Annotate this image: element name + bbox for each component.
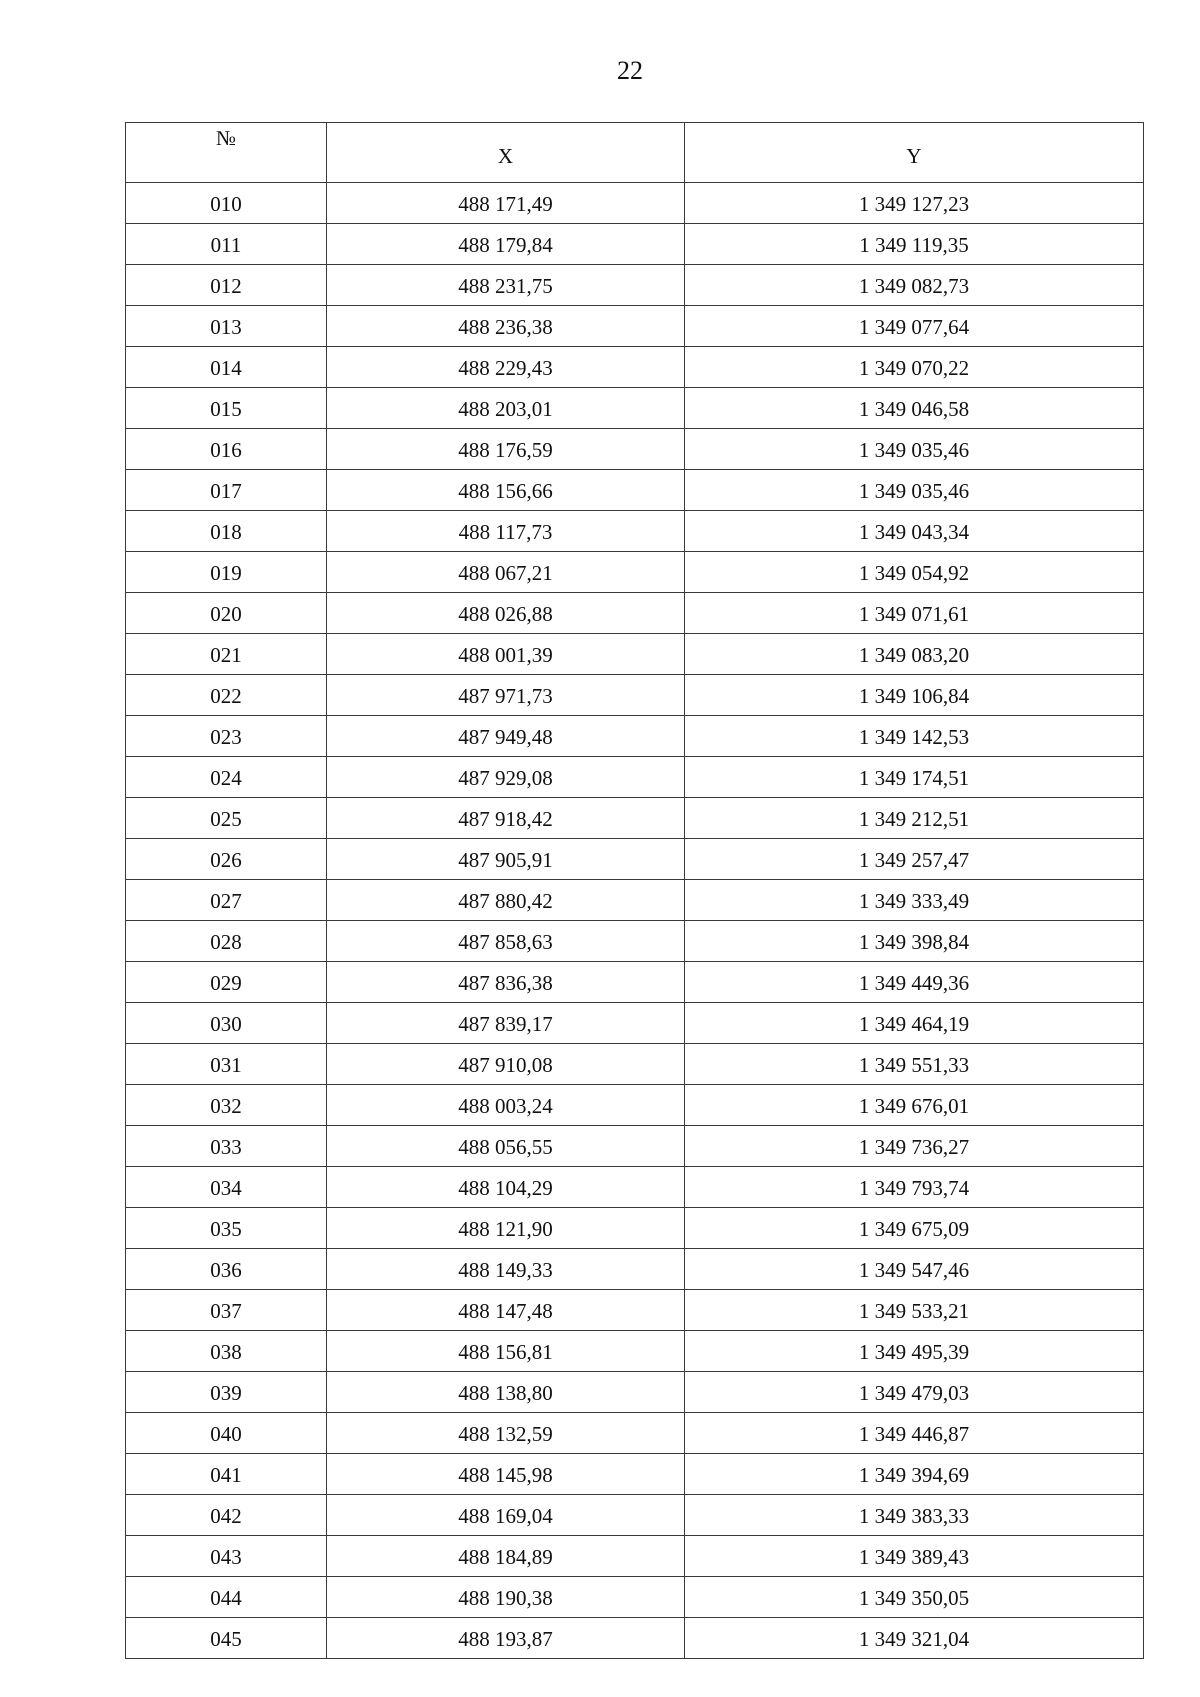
table-row bbox=[126, 1208, 1144, 1249]
table-row bbox=[126, 921, 1144, 962]
cell-number: 043 bbox=[126, 1536, 327, 1577]
cell-y: 1 349 676,01 bbox=[685, 1085, 1144, 1126]
cell-number: 023 bbox=[126, 716, 327, 757]
cell-x: 488 121,90 bbox=[327, 1208, 685, 1249]
cell-number: 031 bbox=[126, 1044, 327, 1085]
cell-x: 488 132,59 bbox=[327, 1413, 685, 1454]
cell-number: 020 bbox=[126, 593, 327, 634]
header-number-label: № bbox=[215, 126, 237, 150]
table-row bbox=[126, 1249, 1144, 1290]
cell-y: 1 349 082,73 bbox=[685, 265, 1144, 306]
table-row bbox=[126, 962, 1144, 1003]
header-y: Y bbox=[685, 123, 1144, 183]
table-body bbox=[126, 183, 1144, 1659]
table-row bbox=[126, 429, 1144, 470]
cell-number: 024 bbox=[126, 757, 327, 798]
cell-x: 488 184,89 bbox=[327, 1536, 685, 1577]
table-row bbox=[126, 634, 1144, 675]
cell-y: 1 349 446,87 bbox=[685, 1413, 1144, 1454]
cell-number: 022 bbox=[126, 675, 327, 716]
cell-x: 488 104,29 bbox=[327, 1167, 685, 1208]
cell-y: 1 349 389,43 bbox=[685, 1536, 1144, 1577]
cell-x: 487 839,17 bbox=[327, 1003, 685, 1044]
table-row bbox=[126, 798, 1144, 839]
cell-number: 037 bbox=[126, 1290, 327, 1331]
cell-y: 1 349 533,21 bbox=[685, 1290, 1144, 1331]
table-row bbox=[126, 1577, 1144, 1618]
cell-number: 014 bbox=[126, 347, 327, 388]
cell-x: 488 231,75 bbox=[327, 265, 685, 306]
cell-y: 1 349 035,46 bbox=[685, 429, 1144, 470]
cell-x: 488 203,01 bbox=[327, 388, 685, 429]
cell-number: 039 bbox=[126, 1372, 327, 1413]
cell-y: 1 349 043,34 bbox=[685, 511, 1144, 552]
cell-y: 1 349 106,84 bbox=[685, 675, 1144, 716]
cell-x: 488 117,73 bbox=[327, 511, 685, 552]
cell-x: 488 003,24 bbox=[327, 1085, 685, 1126]
cell-x: 488 176,59 bbox=[327, 429, 685, 470]
cell-y: 1 349 321,04 bbox=[685, 1618, 1144, 1659]
cell-y: 1 349 383,33 bbox=[685, 1495, 1144, 1536]
cell-y: 1 349 736,27 bbox=[685, 1126, 1144, 1167]
cell-y: 1 349 398,84 bbox=[685, 921, 1144, 962]
cell-number: 019 bbox=[126, 552, 327, 593]
cell-x: 488 193,87 bbox=[327, 1618, 685, 1659]
table-row bbox=[126, 1085, 1144, 1126]
cell-y: 1 349 793,74 bbox=[685, 1167, 1144, 1208]
cell-x: 488 236,38 bbox=[327, 306, 685, 347]
cell-y: 1 349 551,33 bbox=[685, 1044, 1144, 1085]
table-row bbox=[126, 224, 1144, 265]
cell-x: 488 138,80 bbox=[327, 1372, 685, 1413]
cell-y: 1 349 077,64 bbox=[685, 306, 1144, 347]
cell-x: 487 971,73 bbox=[327, 675, 685, 716]
cell-number: 013 bbox=[126, 306, 327, 347]
page-number: 22 bbox=[617, 56, 643, 85]
cell-y: 1 349 449,36 bbox=[685, 962, 1144, 1003]
cell-y: 1 349 495,39 bbox=[685, 1331, 1144, 1372]
cell-number: 010 bbox=[126, 183, 327, 224]
header-x: X bbox=[327, 123, 685, 183]
cell-x: 488 149,33 bbox=[327, 1249, 685, 1290]
table-row bbox=[126, 675, 1144, 716]
header-row bbox=[126, 123, 1144, 183]
table-row bbox=[126, 716, 1144, 757]
cell-y: 1 349 257,47 bbox=[685, 839, 1144, 880]
table-row bbox=[126, 470, 1144, 511]
cell-number: 033 bbox=[126, 1126, 327, 1167]
cell-number: 035 bbox=[126, 1208, 327, 1249]
table-row bbox=[126, 880, 1144, 921]
cell-number: 034 bbox=[126, 1167, 327, 1208]
table-row bbox=[126, 347, 1144, 388]
cell-x: 487 836,38 bbox=[327, 962, 685, 1003]
table-row bbox=[126, 265, 1144, 306]
cell-number: 042 bbox=[126, 1495, 327, 1536]
cell-x: 487 905,91 bbox=[327, 839, 685, 880]
cell-y: 1 349 464,19 bbox=[685, 1003, 1144, 1044]
cell-number: 017 bbox=[126, 470, 327, 511]
cell-y: 1 349 547,46 bbox=[685, 1249, 1144, 1290]
cell-x: 487 918,42 bbox=[327, 798, 685, 839]
cell-x: 488 067,21 bbox=[327, 552, 685, 593]
cell-x: 487 929,08 bbox=[327, 757, 685, 798]
table-row bbox=[126, 183, 1144, 224]
table-row bbox=[126, 593, 1144, 634]
table-row bbox=[126, 1413, 1144, 1454]
cell-x: 488 169,04 bbox=[327, 1495, 685, 1536]
cell-x: 488 001,39 bbox=[327, 634, 685, 675]
cell-y: 1 349 675,09 bbox=[685, 1208, 1144, 1249]
cell-y: 1 349 070,22 bbox=[685, 347, 1144, 388]
table-row bbox=[126, 1167, 1144, 1208]
table-row bbox=[126, 757, 1144, 798]
cell-y: 1 349 083,20 bbox=[685, 634, 1144, 675]
table-row bbox=[126, 1536, 1144, 1577]
cell-number: 026 bbox=[126, 839, 327, 880]
cell-y: 1 349 174,51 bbox=[685, 757, 1144, 798]
table-row bbox=[126, 306, 1144, 347]
cell-x: 488 056,55 bbox=[327, 1126, 685, 1167]
cell-y: 1 349 071,61 bbox=[685, 593, 1144, 634]
cell-number: 027 bbox=[126, 880, 327, 921]
cell-x: 488 156,66 bbox=[327, 470, 685, 511]
cell-number: 028 bbox=[126, 921, 327, 962]
cell-number: 021 bbox=[126, 634, 327, 675]
cell-y: 1 349 046,58 bbox=[685, 388, 1144, 429]
table-row bbox=[126, 511, 1144, 552]
cell-number: 032 bbox=[126, 1085, 327, 1126]
cell-y: 1 349 119,35 bbox=[685, 224, 1144, 265]
cell-y: 1 349 212,51 bbox=[685, 798, 1144, 839]
cell-x: 487 858,63 bbox=[327, 921, 685, 962]
cell-x: 488 145,98 bbox=[327, 1454, 685, 1495]
table-row bbox=[126, 388, 1144, 429]
cell-x: 487 880,42 bbox=[327, 880, 685, 921]
table-row bbox=[126, 839, 1144, 880]
table-row bbox=[126, 1126, 1144, 1167]
table-row bbox=[126, 1372, 1144, 1413]
table-row bbox=[126, 1290, 1144, 1331]
cell-number: 030 bbox=[126, 1003, 327, 1044]
cell-number: 041 bbox=[126, 1454, 327, 1495]
table-row bbox=[126, 1495, 1144, 1536]
cell-number: 025 bbox=[126, 798, 327, 839]
cell-x: 488 190,38 bbox=[327, 1577, 685, 1618]
cell-y: 1 349 035,46 bbox=[685, 470, 1144, 511]
cell-y: 1 349 350,05 bbox=[685, 1577, 1144, 1618]
cell-number: 011 bbox=[126, 224, 327, 265]
cell-number: 040 bbox=[126, 1413, 327, 1454]
cell-number: 016 bbox=[126, 429, 327, 470]
table-row bbox=[126, 1618, 1144, 1659]
cell-y: 1 349 479,03 bbox=[685, 1372, 1144, 1413]
coordinates-table bbox=[125, 122, 1144, 1659]
cell-number: 029 bbox=[126, 962, 327, 1003]
cell-number: 015 bbox=[126, 388, 327, 429]
cell-x: 487 910,08 bbox=[327, 1044, 685, 1085]
cell-y: 1 349 142,53 bbox=[685, 716, 1144, 757]
cell-y: 1 349 054,92 bbox=[685, 552, 1144, 593]
cell-x: 488 156,81 bbox=[327, 1331, 685, 1372]
cell-x: 488 171,49 bbox=[327, 183, 685, 224]
cell-number: 018 bbox=[126, 511, 327, 552]
cell-y: 1 349 127,23 bbox=[685, 183, 1144, 224]
header-number bbox=[126, 123, 327, 183]
cell-x: 487 949,48 bbox=[327, 716, 685, 757]
cell-x: 488 179,84 bbox=[327, 224, 685, 265]
table-row bbox=[126, 1331, 1144, 1372]
table-row bbox=[126, 1003, 1144, 1044]
cell-x: 488 147,48 bbox=[327, 1290, 685, 1331]
cell-number: 044 bbox=[126, 1577, 327, 1618]
cell-number: 012 bbox=[126, 265, 327, 306]
table-header bbox=[126, 123, 1144, 183]
cell-x: 488 026,88 bbox=[327, 593, 685, 634]
cell-x: 488 229,43 bbox=[327, 347, 685, 388]
cell-number: 036 bbox=[126, 1249, 327, 1290]
cell-y: 1 349 333,49 bbox=[685, 880, 1144, 921]
table-row bbox=[126, 1044, 1144, 1085]
cell-number: 045 bbox=[126, 1618, 327, 1659]
table-row bbox=[126, 552, 1144, 593]
cell-number: 038 bbox=[126, 1331, 327, 1372]
table-row bbox=[126, 1454, 1144, 1495]
cell-y: 1 349 394,69 bbox=[685, 1454, 1144, 1495]
